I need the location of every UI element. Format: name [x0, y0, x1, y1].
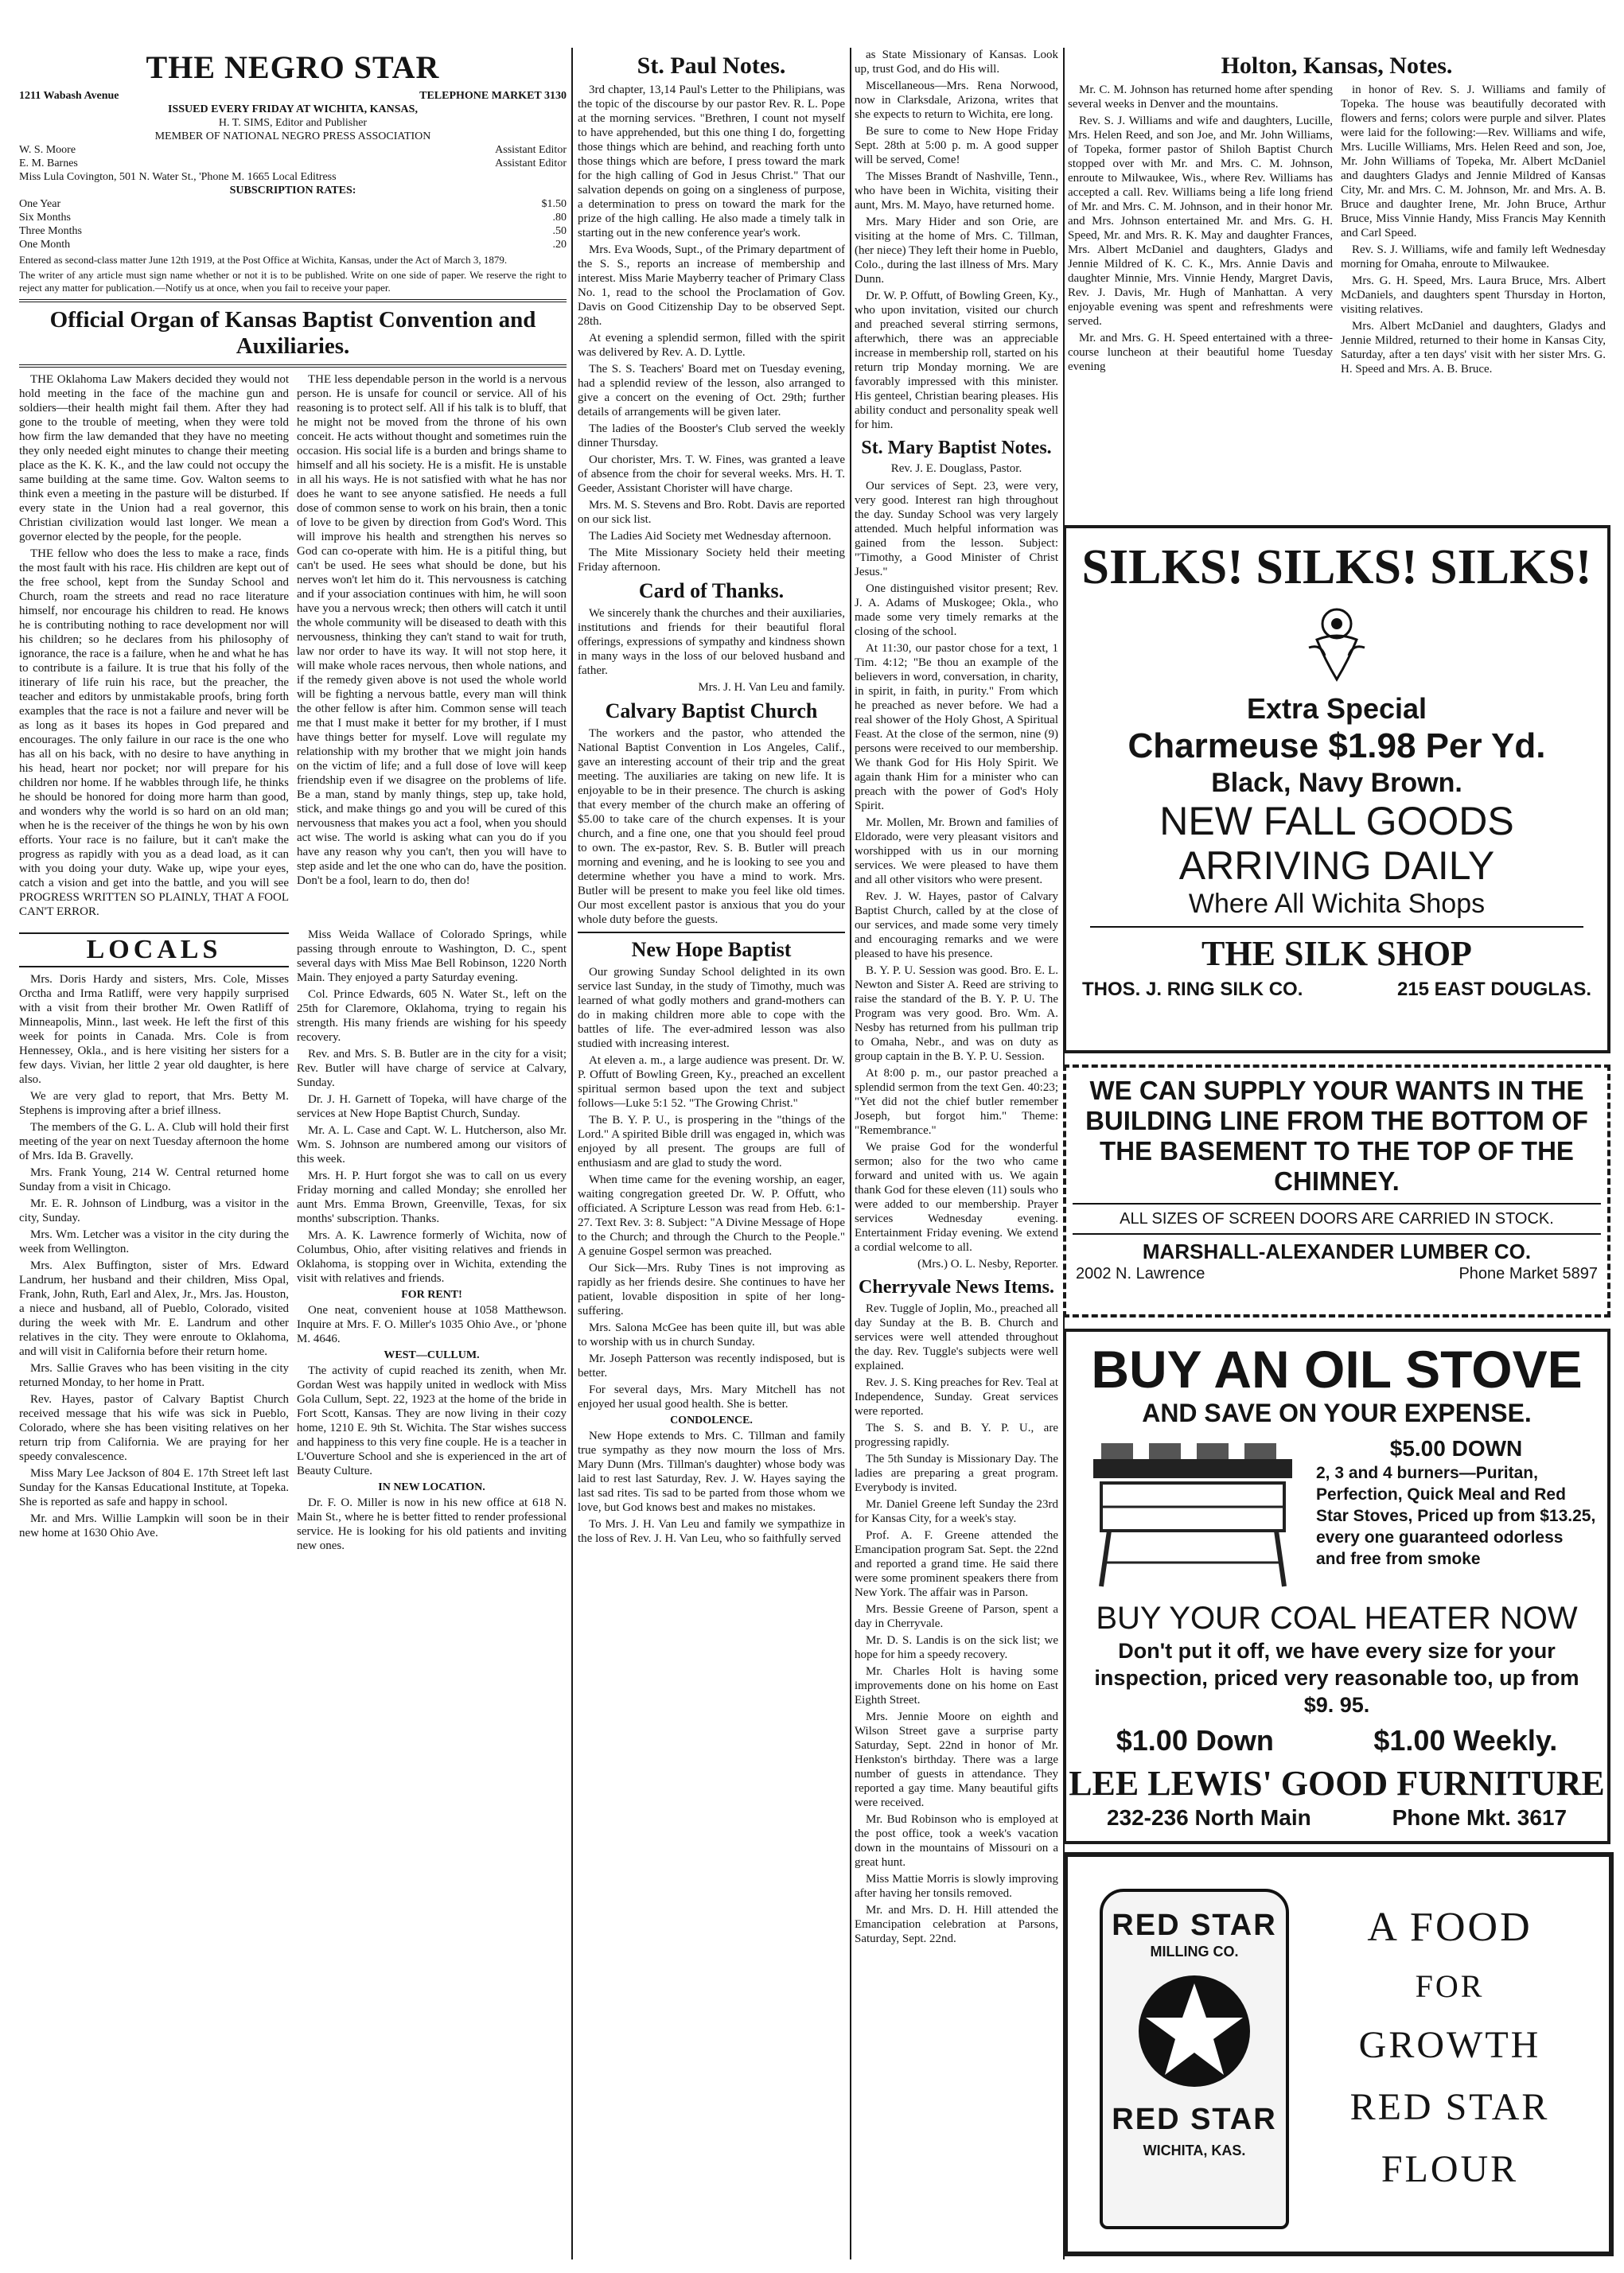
st-paul-paragraph: 3rd chapter, 13,14 Paul's Letter to the Philipians, was the topic of the discourse by our pastor Rev. R. L. Pope at the morning services. "Brethren, I count not myself to have apprehended, but this one thing I do, forgetting those things which are behind, and reaching forth unto those things which are before, I press toward the mark for the high calling of God in Jesus Christ." That our salvation depends on going on a singleness of purpose, a determination to press on toward the mark for the prize of the high calling. He also made a timely talk in starting out in the new conference year's work. — [578, 84, 845, 239]
new-hope-continued: Mrs. Mary Hider and son Orie, are visiting at the home of Mrs. C. Tillman, (her niece) They left their home in Pueblo, Colo., during the last illness of Mrs. Mary Dunn. — [855, 216, 1058, 286]
holton-paragraph: Mr. and Mrs. G. H. Speed entertained with a three-course luncheon at their beautiful home Tuesday evening — [1068, 332, 1333, 373]
st-mary-paragraph: At 11:30, our pastor chose for a text, 1 Tim. 4:12; "Be thou an example of the believers in word, conversation, in charity, in spirit, in faith, in purity." From which he preached as never before. We had a real shower of the Holy Ghost, A Spiritual Feast. At the close of the sermon, nine (9) persons were received to our membership. We thank God for His Holy Spirit. We again thank Him for a minister who can preach with the power of God's Holy Spirit. — [855, 642, 1058, 812]
locals-title: LOCALS — [19, 932, 289, 967]
rate-term: One Year — [19, 198, 61, 210]
locals-item: Mr. and Mrs. Willie Lampkin will soon be in their new home at 1630 Ohio Ave. — [19, 1512, 289, 1539]
locals-item: Mrs. Wm. Letcher was a visitor in the city during the week from Wellington. — [19, 1228, 289, 1255]
cherryvale-item: Miss Mattie Morris is slowly improving after having her tonsils removed. — [855, 1873, 1058, 1900]
lumber-sizes: ALL SIZES OF SCREEN DOORS ARE CARRIED IN STOCK. — [1120, 1210, 1554, 1228]
holton-paragraph: Rev. S. J. Williams, wife and family left Wednesday morning for Omaha, enroute to Milwaukee. — [1341, 243, 1606, 271]
holton-paragraph: Mrs. G. H. Speed, Mrs. Laura Bruce, Mrs. Albert McDaniels, and daughters spent Thursday in Horton, visiting relatives. — [1341, 274, 1606, 316]
rate-term: Six Months — [19, 212, 71, 224]
locals-item: Mrs. A. K. Lawrence formerly of Wichita, now of Columbus, Ohio, after visiting relatives and friends in Oklahoma, is stopping over in Wichita, extending the visit with relatives and friends. — [297, 1229, 567, 1285]
st-mary-paragraph: Rev. J. W. Hayes, pastor of Calvary Baptist Church, called by at the close of our services, and made some very timely and encouraging remarks and we were pleased to have his presence. — [855, 890, 1058, 960]
locals-item: We are very glad to report, that Mrs. Betty M. Stephens is improving after a brief illness. — [19, 1090, 289, 1117]
lumber-company: MARSHALL-ALEXANDER LUMBER CO. — [1142, 1240, 1532, 1263]
rate-term: Three Months — [19, 225, 82, 237]
staff-row — [19, 143, 567, 157]
lumber-ad — [1063, 1064, 1610, 1317]
divider — [19, 364, 567, 368]
masthead-title: THE NEGRO STAR — [146, 49, 440, 85]
divider — [19, 299, 567, 302]
st-mary-paragraph: B. Y. P. U. Session was good. Bro. E. L. Newton and Sister A. Reed are striving to raise the standard of the B. Y. P. U. The Program was very good. Bro. Wm. A. Nesby has returned from his pullman trip to Omaha, Nebr., and was on duty as group captain in the B. Y. P. U. Session. — [855, 964, 1058, 1063]
cherryvale-item: The 5th Sunday is Missionary Day. The ladies are preparing a great program. Everybody is invited. — [855, 1453, 1058, 1494]
lumber-address: 2002 N. Lawrence — [1076, 1265, 1205, 1282]
entered-notice: Entered as second-class matter June 12th 1919, at the Post Office at Wichita, Kansas, under the Act of March 3, 1879. — [19, 254, 508, 266]
silks-special: Extra Special — [1246, 692, 1427, 725]
st-paul-paragraph: Our chorister, Mrs. T. W. Fines, was granted a leave of absence from the choir for several weeks. Mrs. H. T. Geeder, Assistant Chorister will have charge. — [578, 453, 845, 495]
new-hope-paragraph: When time came for the evening worship, an eager, waiting congregation greeted Dr. W. P. Offutt, who officiated. A Scripture Lesson was read from Heb. 6:1-27. Text Rev. 3: 8. Subject: "A Divine Message of Hope to the Church; and through the Church to the People." A genuine Gospel sermon was preached. — [578, 1173, 845, 1258]
masthead-editor: H. T. SIMS, Editor and Publisher — [218, 117, 368, 129]
editorial-right — [297, 372, 567, 921]
st-paul-paragraph: The Ladies Aid Society met Wednesday afternoon. — [589, 530, 831, 543]
holton-paragraph: Mrs. Albert McDaniel and daughters, Gladys and Jennie Mildred, returned to their home in Kansas City, Saturday, after a ten days' visit with her sister Mrs. G. H. Speed and Mrs. A. B. Bruce. — [1341, 320, 1606, 376]
ornament-icon — [1301, 600, 1373, 687]
locals-item: Mrs. Frank Young, 214 W. Central returned home Sunday from a visit in Chicago. — [19, 1166, 289, 1193]
stove-copy — [1308, 1435, 1596, 1570]
editorial-paragraph: THE Oklahoma Law Makers decided they would not hold meeting in the face of the machine gun and soldiers—their health might fail them. After they had gone to the trouble of meeting, when they were told how firm the law demanded that they have no meeting they only needed eight minutes to change their meeting place as the K. K. K., and the law could not occupy the same building at the same time. Gov. Walton seems to think even a meeting in the pasture will be disturbed. If every state in the Union had a real governor, this Christian civilization would last longer. We mean a governor elected by the people, for the people. — [19, 373, 289, 543]
new-location-text: Dr. F. O. Miller is now in his new office at 618 N. Main St., where he is better fitted to render professional service. He is looking for his old patients and inviting new ones. — [297, 1497, 567, 1552]
silks-company: THOS. J. RING SILK CO. — [1082, 979, 1303, 1000]
for-rent-title: FOR RENT! — [401, 1289, 462, 1301]
rate-row — [19, 197, 567, 211]
editorial-left — [19, 372, 289, 921]
calvary-paragraph: The workers and the pastor, who attended the National Baptist Convention in Los Angeles, Calif., gave an interesting account of their trip and the great meeting. The auxiliaries are taking on new life. It is enjoyable to be in their presence. The church is asking that every member of the church make an offering of $5.00 to take care of the church expenses. It is your church, and a fine one, one that you should feel proud to own. The ex-pastor, Rev. S. B. Butler will preach morning and evening, and he is looking to see you and determine whether you have a mind to work. Mrs. Butler will be present to make you feel like old times. Our most excellent pastor is anxious that you do your whole duty before the guests. — [578, 727, 845, 926]
silks-footer — [1066, 974, 1607, 1006]
rate-term: One Month — [19, 239, 71, 251]
condolence-title: CONDOLENCE. — [670, 1415, 753, 1426]
locals-item: Mrs. H. P. Hurt forgot she was to call on us every Friday morning and called Monday; she enrolled her aunt Mrs. Emma Brown, Greenville, Texas, for six months' subscription. Thanks. — [297, 1170, 567, 1225]
calvary-title: Calvary Baptist Church — [605, 699, 818, 722]
card-of-thanks-text: We sincerely thank the churches and their auxiliaries, institutions and friends for their beautiful floral offerings, expressions of sympathy and kindness shown in many ways in the loss of our beloved husband and father. — [578, 607, 845, 677]
staff-role: Assistant Editor — [495, 144, 567, 156]
new-hope-continued: Dr. W. P. Offutt, of Bowling Green, Ky., who upon invitation, visited our church and preached several stirring sermons, afterwhich, there was an appreciable increase in membership roll, started on his return trip Monday morning. We are favorably impressed with this minister. His genteel, Christian bearing pleases. His ability conduct and personality speak well for him. — [855, 290, 1058, 431]
holton-right — [1341, 83, 1606, 379]
silks-new-fall: NEW FALL GOODS — [1159, 799, 1514, 843]
staff-name: W. S. Moore — [19, 144, 76, 156]
local-editress: Miss Lula Covington, 501 N. Water St., 'Phone M. 1665 Local Editress — [19, 171, 337, 183]
st-paul-paragraph: At evening a splendid sermon, filled with the spirit was delivered by Rev. A. D. Lyttle. — [578, 332, 845, 359]
locals-item: Miss Mary Lee Jackson of 804 E. 17th Street left last Sunday for the Kansas Educational Institute, at Topeka. She is reported as safe and happy in school. — [19, 1467, 289, 1508]
column-rule — [850, 48, 851, 2259]
new-hope-title: New Hope Baptist — [631, 938, 792, 961]
red-star-flour-ad — [1063, 1852, 1614, 2256]
locals-section — [19, 928, 567, 1555]
silks-shop-name: THE SILK SHOP — [1201, 934, 1472, 973]
lumber-footer — [1066, 1263, 1607, 1285]
rate-price: $1.50 — [541, 198, 567, 210]
masthead-contact — [19, 89, 567, 103]
staff-name: E. M. Barnes — [19, 158, 78, 169]
new-hope-paragraph: For several days, Mrs. Mary Mitchell has not enjoyed her usual good health. She is better. — [578, 1384, 845, 1411]
new-location-title: IN NEW LOCATION. — [378, 1481, 485, 1493]
masthead-telephone: TELEPHONE MARKET 3130 — [419, 90, 567, 102]
st-mary-paragraph: Mr. Mollen, Mr. Brown and families of Eldorado, were very pleasant visitors and worshipped with us in our morning services. We were pleased to have them and all other visitors who were present. — [855, 816, 1058, 886]
left-column — [19, 48, 567, 1552]
silks-colors: Black, Navy Brown. — [1211, 768, 1462, 798]
cherryvale-item: Mrs. Bessie Greene of Parson, spent a day in Cherryvale. — [855, 1603, 1058, 1630]
staff-row — [19, 157, 567, 170]
column-notes — [855, 48, 1058, 2259]
official-organ-title: Official Organ of Kansas Baptist Convention and Auxiliaries. — [49, 307, 536, 359]
west-cullum-title: WEST—CULLUM. — [384, 1349, 480, 1361]
card-of-thanks-signature: Mrs. J. H. Van Leu and family. — [698, 681, 845, 694]
stove-description: 2, 3 and 4 burners—Puritan, Perfection, Quick Meal and Red Star Stoves, Priced up from $13.25, every one guaranteed odorless and free from smoke — [1316, 1464, 1596, 1568]
holton-paragraph: in honor of Rev. S. J. Williams and family of Topeka. The house was beautifully decorated with flowers and ferns; colors were purple and silver. Plates were laid for the following:—Rev. Williams and wife, Mrs. Lucille Williams, Mrs. Helen Reed and son, Joe, Mr. John Williams of Topeka, Mr. Albert McDaniel and daughters Gladys and Jennie Mildred of Kansas City, Mr. and Mrs. C. M. Johnson, Mr. and Mrs. A. B. Bruce and daughter Irene, Mr. John Bruce, Arthur Bruce, Miss Vinnie Handy, Miss Francis May Kennith and Carl Speed. — [1341, 84, 1606, 239]
cherryvale-item: Prof. A. F. Greene attended the Emancipation program Sat. Sept. the 22nd and reported a grand time. He said there were some prominent speakers there from New York. The affair was in Parson. — [855, 1529, 1058, 1599]
flour-line: A FOOD — [1367, 1905, 1532, 1950]
masthead-issued: ISSUED EVERY FRIDAY AT WICHITA, KANSAS, — [168, 103, 418, 115]
editorial-paragraph: THE less dependable person in the world is a nervous person. He is unsafe for council or service. All of his reasoning is to protect self. All if his talk is to bluff, that he might not be moved from the throne of his own conceit. He acts without thought and sometimes ruin the occasion. His social life is a burden and brings shame to himself and all his society. He is a misfit. He is unstable in all his ways. He is not satisfied with what he has nor does he want to see anyone satisfied. He needs a full dose of common sense to work on his brain, then a tonic of love to be given by direction from God's Word. This will improve his health and strengthen his nerves so God can co-operate with him. He is a pitiful thing, but can't be used. He sees what should be done, but his nerves won't let him do it. This nervousness is catching and if your association continues with him, he will soon have you a nervous wreck; then others will catch it until the whole community will be diseased to death with this nervousness, thinking they can't stand to wait for truth, law nor order to have its way. It will not stop here, it will make whole races nervous, then whole nations, and if the remedy given above is not used the whole world will be fighting a nervous battle, every man will think the other fellow is after him. Common sense will teach me that I must make it better for my brother, if I must have things better for myself. Love will regulate my relationship with my brother that we might join hands on the victim of life; and a full dose of love will keep friendship even if we disagree on the problems of life. Be a man, stand by manly things, step up, take hold, stick, and make things go and you will be cured of this nervousness that makes you act a fool, when you should act wise. The world is asking what can you do if you have any reason why you can't, then you will have to step aside and let the one who can do, have the position. Don't be a fool, learn to do, then do! — [297, 373, 567, 887]
rate-row — [19, 211, 567, 224]
stove-down-payment: $1.00 Down — [1116, 1724, 1274, 1757]
new-hope-paragraph: Mrs. Salona McGee has been quite ill, but was able to worship with us in church Sunday. — [578, 1321, 845, 1349]
cherryvale-item: Mr. and Mrs. D. H. Hill attended the Emancipation celebration at Parsons, Saturday, Sept. 22nd. — [855, 1904, 1058, 1945]
stove-headline: BUY AN OIL STOVE — [1091, 1340, 1583, 1399]
silks-arriving: ARRIVING DAILY — [1178, 843, 1495, 888]
sack-top-label: RED STAR — [1112, 1909, 1277, 1942]
rate-price: .50 — [552, 225, 567, 237]
stove-down: $5.00 DOWN — [1389, 1436, 1523, 1461]
stove-icon — [1077, 1435, 1308, 1594]
rate-row — [19, 224, 567, 238]
sack-mill-label: MILLING CO. — [1150, 1944, 1239, 1960]
locals-item: Mrs. Doris Hardy and sisters, Mrs. Cole, Misses Orctha and Irma Ratliff, were very happily surprised with a visit from their brother Mr. Owen Ratliff of Minneapolis, Minn., last week. He left the first of this week for points in Canada. Mrs. Cole is from Hennessey, Okla., and is here visiting her sisters for a few days. Vivian, her little 2 year old daughter, is here also. — [19, 973, 289, 1086]
divider — [1090, 926, 1583, 928]
st-paul-paragraph: The ladies of the Booster's Club served the weekly dinner Thursday. — [578, 422, 845, 450]
coal-headline: BUY YOUR COAL HEATER NOW — [1096, 1601, 1578, 1636]
st-paul-paragraph: Mrs. Eva Woods, Supt., of the Primary department of the S. S., reports an increase of membership and interest. Miss Marie Mayberry teacher of Primary Class No. 1, read to the school the Proclamation of Gov. Davis on Good Citizenship Day to be observed Sept. 28th. — [578, 243, 845, 328]
oil-stove-ad — [1063, 1329, 1610, 1844]
st-mary-byline: Rev. J. E. Douglass, Pastor. — [890, 462, 1022, 475]
locals-item: The members of the G. L. A. Club will hold their first meeting of the year on next Tuesday afternoon the home of Mrs. Ida B. Gravelly. — [19, 1121, 289, 1162]
st-mary-reporter: (Mrs.) O. L. Nesby, Reporter. — [917, 1258, 1058, 1271]
locals-item: Mrs. Sallie Graves who has been visiting in the city returned Monday, to her home in Pratt. — [19, 1362, 289, 1389]
star-icon — [1135, 1971, 1254, 2091]
locals-item: Rev. Hayes, pastor of Calvary Baptist Church received message that his wife was sick in Pueblo, Colorado, where she has been visiting relatives on her return trip from California. We are praying for her speedy convalescence. — [19, 1393, 289, 1463]
stove-weekly-payment: $1.00 Weekly. — [1373, 1724, 1558, 1757]
store-phone: Phone Mkt. 3617 — [1392, 1805, 1568, 1830]
st-paul-paragraph: Mrs. M. S. Stevens and Bro. Robt. Davis are reported on our sick list. — [578, 499, 845, 526]
locals-item: Dr. J. H. Garnett of Topeka, will have charge of the services at New Hope Baptist Church, Sunday. — [297, 1093, 567, 1120]
locals-item: Mrs. Alex Buffington, sister of Mrs. Edward Landrum, her husband and their children, Miss Opal, Frank, John, Ruth, Earl and Alex, Jr., Mrs. Jas. Houston, a niece and husband, all of Pueblo, Colorado, visited during the week with Mr. E. Landrum and other relatives in the city. They were enroute to Oklahoma, and will visit in California before their return home. — [19, 1259, 289, 1358]
cherryvale-item: The S. S. and B. Y. P. U., are progressing rapidly. — [855, 1422, 1058, 1449]
editorial-paragraph: THE fellow who does the less to make a race, finds the most fault with his race. His children are kept out of the free school, kept from the Sunday School and Church, roam the streets and read no race literature himself, nor encourage his children to read. He knows he is contributing nothing to race development nor will his children; so he declares from his philosophy of ignorance, the race is a failure, when he and what he has to contribute is a failure. It is true that his folly of the itinerary of life ruin his race, but the preacher, the teacher and editors by unmistakable proofs, bring forth examples that the race is not a failure and never will be as long as it bases its hopes in God prepared and encourages. The only failure in our race is the one who has all on his back, with no desire to have anything in his head, heart nor pocket; nor will prepare for his children nor home. If he wabbles through life, he thinks he should be honored for doing more harm than good, and wonders why the world is so hard on an old man; when he is the receiver of the things he won by his own efforts. Your race is no failure, but it can't make the progress as rapidly with you as a dead load, as it can with you doing your duty. Wake up, wipe your eyes, catch a vision and get into the battle, and you will see PROGRESS WRITTEN SO PLAINLY, THAT A FOOL CAN'T ERROR. — [19, 547, 289, 918]
condolence-text: New Hope extends to Mrs. C. Tillman and family true sympathy as they now mourn the loss of Mrs. Mary Dunn (Mrs. Tillman's daughter) whose body was laid to rest last Saturday, Rev. J. W. Hayes saying the last sad rites. Tis sad to be parted from those whom we love, but God knows best and makes no mistakes. — [578, 1430, 845, 1514]
divider — [1073, 1203, 1601, 1205]
card-of-thanks-title: Card of Thanks. — [638, 579, 785, 602]
st-mary-paragraph: At 8:00 p. m., our pastor preached a splendid sermon from the text Gen. 40:23; "Yet did not the chief butler remember Joseph, but forgot him." Theme: "Remembrance." — [855, 1067, 1058, 1137]
flour-sack — [1100, 1889, 1289, 2229]
rates-title: SUBSCRIPTION RATES: — [229, 185, 356, 197]
cherryvale-title: Cherryvale News Items. — [859, 1277, 1054, 1298]
stove-sub: AND SAVE ON YOUR EXPENSE. — [1142, 1399, 1532, 1427]
divider — [578, 932, 845, 933]
writer-note: The writer of any article must sign name whether or not it is to be published. Write on one side of paper. We reserve the right to reject any matter for publication.—Notify us at once, when you fail to receive your paper. — [19, 269, 567, 294]
new-hope-continued: Miscellaneous—Mrs. Rena Norwood, now in Clarksdale, Arizona, writes that she expects to return to Wichita, ere long. — [855, 80, 1058, 121]
silks-address: 215 EAST DOUGLAS. — [1396, 979, 1591, 1000]
new-hope-continued: The Misses Brandt of Nashville, Tenn., who have been in Wichita, visiting their aunt, Mrs. M. Mayo, have returned home. — [855, 170, 1058, 212]
locals-item: Miss Weida Wallace of Colorado Springs, while passing through enroute to Washington, D. C., spent several days with Miss Mae Bell Robinson, 1220 North Main. They enjoyed a party Saturday evening. — [297, 928, 567, 984]
new-hope-paragraph: Mr. Joseph Patterson was recently indisposed, but is better. — [578, 1353, 845, 1380]
st-mary-title: St. Mary Baptist Notes. — [861, 438, 1052, 458]
flour-slogan — [1307, 1897, 1593, 2201]
new-hope-paragraph: Our growing Sunday School delighted in its own service last Sunday, in the study of Timothy, much was learned of what godly mothers and grand-mothers can do in making children more able to cope with the battles of life. The ever-admired lesson was also studied with increasing interest. — [578, 966, 845, 1050]
store-footer — [1066, 1804, 1607, 1831]
new-hope-paragraph: The B. Y. P. U., is prospering in the "things of the Lord." A spirited Bible drill was engaged in, which was enjoyed by all present. The groups are full of enthusiasm and are glad to study the word. — [578, 1114, 845, 1170]
st-paul-title: St. Paul Notes. — [637, 53, 786, 79]
stove-terms — [1066, 1723, 1607, 1758]
new-hope-paragraph: Our Sick—Mrs. Ruby Tines is not improving as rapidly as her friends desire. She continues to have her patient, lovable disposition in spite of her long-suffering. — [578, 1262, 845, 1317]
flour-line: FOR — [1415, 1968, 1485, 2004]
editorial-section — [19, 372, 567, 921]
new-hope-continued: as State Missionary of Kansas. Look up, trust God, and do His will. — [855, 49, 1058, 76]
staff-role: Assistant Editor — [495, 158, 567, 169]
divider — [1073, 1233, 1601, 1235]
flour-line: FLOUR — [1381, 2148, 1519, 2190]
stove-details — [1066, 1427, 1607, 1594]
locals-item: Mr. E. R. Johnson of Lindburg, was a visitor in the city, Sunday. — [19, 1197, 289, 1224]
silks-headline: SILKS! SILKS! SILKS! — [1081, 540, 1592, 594]
holton-paragraph: Rev. S. J. Williams and wife and daughters, Lucille, Mrs. Helen Reed, and son Joe, and Mr. John Williams, of Topeka, former pastor of Shiloh Baptist Church stopped over with Mr. and Mrs. C. M. Johnson, enroute to Milwaukee, Wis., where Rev. Williams has accepted a call. Rev. Williams being a life long friend of Mr. and Mrs. C. M. Johnson, and in their honor Mr. and Mrs. Johnson entertained Mr. and Mrs. G. H. Speed, Mr. and Mrs. R. K. May and daughter Frances, Mrs. Albert McDaniel and daughters, Gladys and Jennie Mildred of K. C. K., Mrs. Annie Davis and daughter Minnie, Mrs. Vinnie Hendy, Margret Davis, Rev. J. Davis, Mr. Hugh of Manhattan. A very enjoyable evening was spent and refreshments were served. — [1068, 115, 1333, 328]
st-mary-paragraph: Our services of Sept. 23, were very, very good. Interest ran high throughout the day. Sunday School was very largely attended. Much helpful information was gained from the lesson. Subject: "Timothy, a Good Minister of Christ Jesus." — [855, 480, 1058, 578]
store-name: LEE LEWIS' GOOD FURNITURE — [1069, 1764, 1605, 1803]
holton-paragraph: Mr. C. M. Johnson has returned home after spending several weeks in Denver and the mountains. — [1068, 84, 1333, 111]
locals-left — [19, 928, 289, 1555]
holton-columns — [1068, 83, 1606, 379]
cherryvale-item: Mr. Bud Robinson who is employed at the post office, took a week's vacation down in the mountains of Missouri on a great hunt. — [855, 1813, 1058, 1869]
locals-item: Col. Prince Edwards, 605 N. Water St., left on the 25th for Claremore, Oklahoma, trying to regain his strength. His many friends are wishing for his speedy recovery. — [297, 988, 567, 1044]
sack-city-label: WICHITA, KAS. — [1143, 2143, 1246, 2158]
silks-price-line: Charmeuse $1.98 Per Yd. — [1127, 726, 1546, 765]
cherryvale-item: Rev. Tuggle of Joplin, Mo., preached all day Sunday at the B. B. Church and services were well attended throughout the day. Rev. Tuggle's subjects were well explained. — [855, 1302, 1058, 1372]
masthead-address: 1211 Wabash Avenue — [19, 90, 119, 102]
holton-section — [1068, 48, 1606, 525]
masthead-member: MEMBER OF NATIONAL NEGRO PRESS ASSOCIATION — [154, 130, 431, 142]
st-paul-paragraph: The S. S. Teachers' Board met on Tuesday evening, had a splendid review of the lesson, also arranged to give a concert on the evening of Oct. 29th; further details of arrangements will be given later. — [578, 363, 845, 418]
cherryvale-item: Mrs. Jennie Moore on eighth and Wilson Street gave a surprise party Saturday, Sept. 22nd in honor of Mr. Henkston's birthday. There was a large number of guests in attendance. They reported a gay time. Many beautiful gifts were received. — [855, 1711, 1058, 1809]
st-mary-paragraph: We praise God for the wonderful sermon; also for the two who came forward and united with us. We again thank God for these eleven (11) souls who were added to our membership. Prayer services Wednesday evening. Entertainment Friday evening. We extend a cordial welcome to all. — [855, 1141, 1058, 1254]
flour-line: RED STAR — [1349, 2086, 1550, 2128]
for-rent-text: One neat, convenient house at 1058 Matthewson. Inquire at Mrs. F. O. Miller's 1035 Ohio Ave., or 'phone M. 4646. — [297, 1304, 567, 1345]
west-cullum-text: The activity of cupid reached its zenith, when Mr. Gordan West was happily united in wedlock with Miss Gola Cullum, Sept. 22, 1923 at the home of the bride in Fort Scott, Kansas. They are now living in their cozy home, 1210 E. 9th St. Wichita. The Star wishes success and happiness to this very fine couple. He is a teacher in L'Ouverture School and she is experienced in the art of Beauty Culture. — [297, 1364, 567, 1477]
cherryvale-item: Mr. Charles Holt is having some improvements done on his home on East Eighth Street. — [855, 1665, 1058, 1707]
cherryvale-item: Mr. Daniel Greene left Sunday the 23rd for Kansas City, for a week's stay. — [855, 1498, 1058, 1525]
flour-line: GROWTH — [1358, 2024, 1541, 2066]
coal-description: Don't put it off, we have every size for your inspection, priced very reasonable too, up from $9. 95. — [1094, 1639, 1579, 1717]
holton-title: Holton, Kansas, Notes. — [1221, 53, 1453, 79]
lumber-phone: Phone Market 5897 — [1458, 1265, 1598, 1282]
column-rule — [571, 48, 573, 2259]
column-church-news — [578, 48, 845, 2259]
silks-where: Where All Wichita Shops — [1188, 889, 1486, 919]
lumber-headline: WE CAN SUPPLY YOUR WANTS IN THE BUILDING LINE FROM THE BOTTOM OF THE BASEMENT TO THE TOP OF THE CHIMNEY. — [1085, 1076, 1588, 1196]
st-paul-paragraph: The Mite Missionary Society held their meeting Friday afternoon. — [578, 547, 845, 574]
holton-left — [1068, 83, 1333, 379]
new-hope-continued: Be sure to come to New Hope Friday Sept. 28th at 5:00 p. m. A good supper will be served, Come! — [855, 125, 1058, 166]
locals-right — [297, 928, 567, 1555]
silk-shop-ad — [1063, 525, 1610, 1053]
cherryvale-item: Mr. D. S. Landis is on the sick list; we hope for him a speedy recovery. — [855, 1634, 1058, 1661]
rate-price: .80 — [552, 212, 567, 224]
st-mary-paragraph: One distinguished visitor present; Rev. J. A. Adams of Muskogee; Okla., who made some very timely remarks at the closing of the school. — [855, 582, 1058, 638]
cherryvale-item: Rev. J. S. King preaches for Rev. Teal at Independence, Sunday. Great services were reported. — [855, 1376, 1058, 1418]
condolence-text: To Mrs. J. H. Van Leu and family we sympathize in the loss of Rev. J. H. Van Leu, who so faithfully served — [578, 1518, 845, 1545]
store-address: 232-236 North Main — [1106, 1805, 1311, 1830]
locals-item: Rev. and Mrs. S. B. Butler are in the city for a visit; Rev. Butler will have charge of service at Calvary, Sunday. — [297, 1048, 567, 1089]
rate-row — [19, 238, 567, 251]
sack-bottom-label: RED STAR — [1112, 2103, 1277, 2136]
new-hope-paragraph: At eleven a. m., a large audience was present. Dr. W. P. Offutt of Bowling Green, Ky., preached an excellent spiritual sermon based upon the text and subject follows—Luke 5:1 52. "The Growing Christ." — [578, 1054, 845, 1110]
rate-price: .20 — [552, 239, 567, 251]
locals-item: Mr. A. L. Case and Capt. W. L. Hutcherson, also Mr. Wm. S. Johnson are numbered among our visitors of this week. — [297, 1124, 567, 1166]
